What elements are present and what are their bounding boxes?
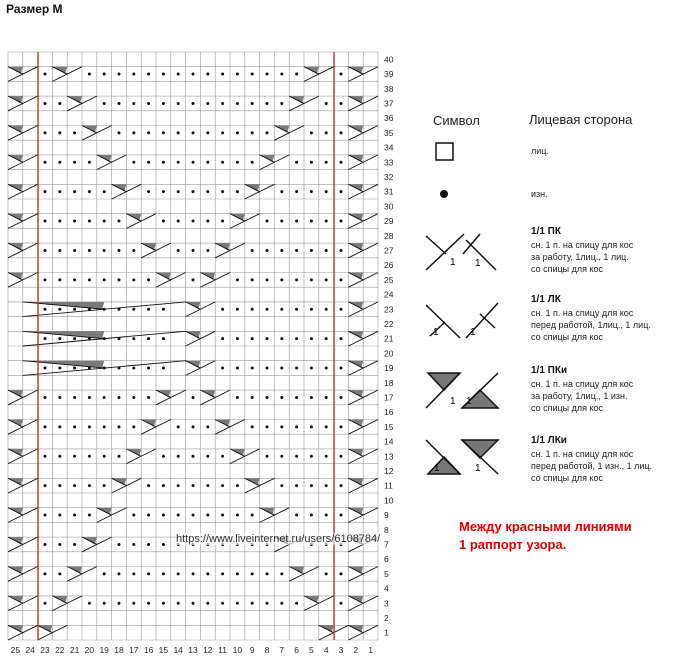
legend-item-desc: сн. 1 п. на спицу для кос перед работой, 1 изн., 1 лиц. со спицы для кос <box>531 449 653 483</box>
row-label: 18 <box>384 377 394 388</box>
legend-knit-label: лиц. <box>531 146 549 156</box>
row-label: 28 <box>384 230 394 241</box>
row-label: 35 <box>384 127 394 138</box>
row-label: 7 <box>384 539 389 550</box>
row-label: 21 <box>384 333 394 344</box>
column-label: 19 <box>99 645 109 655</box>
legend-item-desc: сн. 1 п. на спицу для кос перед работой, 1лиц., 1 лиц. со спицы для кос <box>531 308 651 342</box>
column-label: 8 <box>264 645 270 655</box>
row-label: 14 <box>384 436 394 447</box>
column-label: 23 <box>40 645 50 655</box>
legend-purl-label: изн. <box>531 189 548 199</box>
number-label: 1 <box>475 258 481 269</box>
row-label: 37 <box>384 98 394 109</box>
row-label: 40 <box>384 54 394 65</box>
legend-item-name: 1/1 ЛКи <box>531 435 567 446</box>
column-label: 21 <box>69 645 80 655</box>
column-label: 13 <box>188 645 198 655</box>
row-label: 29 <box>384 216 394 227</box>
legend-item-name: 1/1 ЛК <box>531 294 561 305</box>
legend-item-desc: сн. 1 п. на спицу для кос за работу, 1лиц., 1 лиц. со спицы для кос <box>531 240 634 274</box>
row-label: 17 <box>384 392 394 403</box>
row-label: 22 <box>384 318 394 329</box>
number-label: 1 <box>450 396 456 407</box>
row-label: 8 <box>384 524 389 535</box>
row-label: 9 <box>384 510 389 521</box>
row-label: 13 <box>384 451 394 462</box>
row-label: 38 <box>384 83 394 94</box>
row-label: 27 <box>384 245 394 256</box>
row-label: 31 <box>384 186 394 197</box>
column-label: 24 <box>25 645 35 655</box>
legend-item-name: 1/1 ПК <box>531 226 561 237</box>
row-label: 36 <box>384 113 394 124</box>
column-label: 1 <box>368 645 373 655</box>
purl-dot-icon <box>440 190 448 198</box>
knit-square-icon <box>436 143 453 160</box>
row-label: 33 <box>384 157 394 168</box>
row-label: 20 <box>384 348 394 359</box>
column-label: 3 <box>338 645 344 655</box>
chart-title: Размер М <box>6 2 63 16</box>
row-label: 30 <box>384 201 394 212</box>
number-label: 1 <box>434 463 440 474</box>
legend-side-header: Лицевая сторона <box>529 112 633 127</box>
row-label: 32 <box>384 171 394 182</box>
row-label: 19 <box>384 363 394 374</box>
row-label: 24 <box>384 289 394 300</box>
row-label: 34 <box>384 142 394 153</box>
legend-item-name: 1/1 ПКи <box>531 365 568 376</box>
row-label: 39 <box>384 69 394 80</box>
row-label: 15 <box>384 421 394 432</box>
column-label: 15 <box>158 645 169 655</box>
right-cross-icon <box>426 234 496 270</box>
row-label: 12 <box>384 465 394 476</box>
column-label: 12 <box>203 645 213 655</box>
column-label: 9 <box>249 645 255 655</box>
row-label: 26 <box>384 260 394 271</box>
row-label: 1 <box>384 627 389 638</box>
column-label: 11 <box>218 645 228 655</box>
row-label: 25 <box>384 274 394 285</box>
column-label: 18 <box>114 645 124 655</box>
row-label: 3 <box>384 598 389 609</box>
watermark-url: https://www.liveinternet.ru/users/6108784/ <box>176 533 381 545</box>
column-label: 22 <box>55 645 65 655</box>
column-label: 10 <box>232 645 243 655</box>
repeat-note: Между красными линиями 1 раппорт узора. <box>459 519 632 552</box>
row-label: 11 <box>384 480 393 491</box>
number-label: 1 <box>470 327 476 338</box>
column-label: 5 <box>309 645 314 655</box>
column-label: 16 <box>143 645 154 655</box>
column-label: 20 <box>84 645 95 655</box>
row-label: 4 <box>384 583 389 594</box>
row-label: 5 <box>384 568 389 579</box>
column-label: 17 <box>129 645 139 655</box>
column-label: 6 <box>294 645 299 655</box>
row-label: 6 <box>384 554 389 565</box>
column-label: 25 <box>10 645 21 655</box>
number-label: 1 <box>475 463 481 474</box>
column-label: 7 <box>279 645 285 655</box>
number-label: 1 <box>450 257 456 268</box>
row-label: 23 <box>384 304 394 315</box>
row-label: 16 <box>384 407 394 418</box>
row-label: 10 <box>384 495 394 506</box>
column-label: 2 <box>353 645 359 655</box>
column-label: 14 <box>173 645 183 655</box>
legend-symbol-header: Символ <box>433 113 480 128</box>
number-label: 1 <box>466 396 472 407</box>
column-label: 4 <box>323 645 329 655</box>
legend-item-desc: сн. 1 п. на спицу для кос за работу, 1лиц., 1 изн. со спицы для кос <box>531 379 634 413</box>
number-label: 1 <box>433 327 439 338</box>
right-purl-cross-icon <box>426 373 498 408</box>
row-label: 2 <box>384 612 389 623</box>
